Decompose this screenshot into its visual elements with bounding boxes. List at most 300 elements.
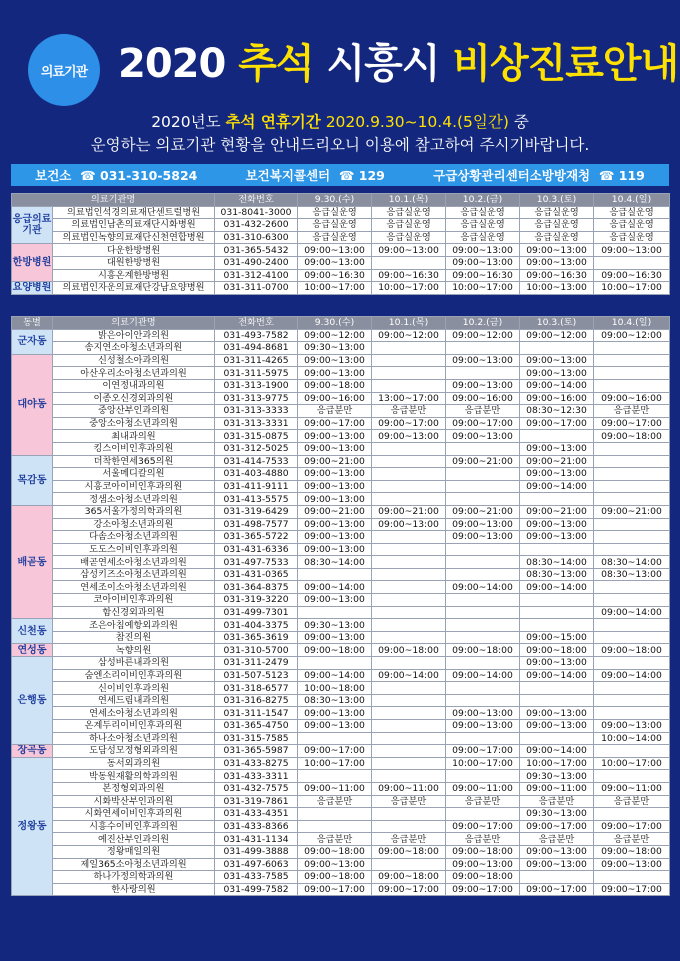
district-label: 장곡동 [12, 745, 53, 758]
table-row [12, 231, 670, 244]
clinic-table-card [11, 316, 669, 896]
hours-cell: 10:00~14:00 [594, 732, 670, 745]
hours-cell: 09:00~13:00 [372, 430, 446, 443]
table-row [12, 442, 670, 455]
phone-number: 031-433-3311 [215, 770, 298, 783]
institution-name: 아산우리소아청소년과의원 [53, 367, 215, 380]
hours-cell [446, 493, 520, 506]
hours-cell: 09:00~13:00 [298, 442, 372, 455]
hours-cell: 09:00~21:00 [446, 455, 520, 468]
table-row [12, 657, 670, 670]
institution-name: 다솜소아청소년과의원 [53, 531, 215, 544]
hours-cell: 09:00~12:00 [520, 329, 594, 342]
hours-cell: 09:00~17:00 [520, 820, 594, 833]
table-row [12, 244, 670, 257]
hours-cell: 09:00~14:00 [520, 669, 594, 682]
intro-line-1 [0, 111, 680, 133]
hours-cell [594, 682, 670, 695]
hours-cell: 09:00~17:00 [446, 417, 520, 430]
hours-cell: 09:00~13:00 [520, 720, 594, 733]
hours-cell: 09:00~16:00 [298, 392, 372, 405]
district-label: 대야동 [12, 354, 53, 455]
hours-cell [372, 379, 446, 392]
hours-cell [594, 367, 670, 380]
table-row [12, 518, 670, 531]
contact-phone: ☎ 129 [338, 168, 385, 183]
hours-cell [520, 682, 594, 695]
hours-cell: 09:00~11:00 [520, 782, 594, 795]
phone-number: 031-499-7582 [215, 883, 298, 896]
hours-cell: 09:00~18:00 [446, 845, 520, 858]
institution-name: 의료법인녹향의료재단신천연합병원 [53, 231, 215, 244]
hours-cell [594, 745, 670, 758]
hours-cell [594, 518, 670, 531]
institution-name: 서울메디칼의원 [53, 468, 215, 481]
hours-cell [298, 606, 372, 619]
hours-cell: 09:00~13:00 [298, 531, 372, 544]
intro-line-2: 운영하는 의료기관 현황을 안내드리오니 이용에 참고하여 주시기바랍니다. [90, 136, 590, 154]
phone-number: 031-432-7575 [215, 782, 298, 795]
column-header: 전화번호 [215, 194, 298, 207]
phone-number: 031-315-7585 [215, 732, 298, 745]
table-row [12, 505, 670, 518]
hours-cell: 응급분만 [446, 795, 520, 808]
table-row [12, 833, 670, 846]
hours-cell [520, 871, 594, 884]
hours-cell: 09:00~11:00 [298, 782, 372, 795]
table-row [12, 354, 670, 367]
phone-number: 031-431-0365 [215, 568, 298, 581]
district-label: 은행동 [12, 657, 53, 745]
hours-cell: 10:00~17:00 [520, 757, 594, 770]
table-row [12, 455, 670, 468]
hours-cell: 10:00~17:00 [446, 282, 520, 295]
institution-name: 연세드림내과의원 [53, 694, 215, 707]
hours-cell: 09:30~13:00 [298, 619, 372, 632]
title-city: 시흥시 [326, 41, 440, 87]
hours-cell: 09:00~13:00 [446, 720, 520, 733]
phone-number: 031-319-3220 [215, 594, 298, 607]
hours-cell [446, 568, 520, 581]
institution-name: 참진의원 [53, 631, 215, 644]
hours-cell [594, 770, 670, 783]
group-label: 한방병원 [12, 244, 53, 282]
institution-name: 이연정내과의원 [53, 379, 215, 392]
hours-cell: 09:00~13:00 [298, 594, 372, 607]
phone-number: 031-497-7533 [215, 556, 298, 569]
hours-cell: 09:00~14:00 [594, 606, 670, 619]
hours-cell: 09:00~13:00 [298, 707, 372, 720]
hours-cell: 09:00~16:30 [446, 269, 520, 282]
hours-cell [372, 354, 446, 367]
hours-cell: 10:00~18:00 [298, 682, 372, 695]
hours-cell [446, 367, 520, 380]
hours-cell: 응급실운영 [446, 219, 520, 232]
hours-cell: 09:00~13:00 [446, 858, 520, 871]
hours-cell [446, 631, 520, 644]
hours-cell: 09:00~21:00 [446, 505, 520, 518]
hours-cell [372, 342, 446, 355]
group-label: 응급의료기관 [12, 206, 53, 244]
hours-cell: 09:00~18:00 [372, 871, 446, 884]
column-header: 10.4.(일) [594, 194, 670, 207]
phone-number: 031-311-1547 [215, 707, 298, 720]
hours-cell [520, 606, 594, 619]
hours-cell: 09:00~18:00 [594, 644, 670, 657]
hours-cell: 응급실운영 [298, 231, 372, 244]
hours-cell [520, 543, 594, 556]
hours-cell: 09:00~14:00 [520, 581, 594, 594]
hours-cell [446, 657, 520, 670]
table-row [12, 720, 670, 733]
institution-name: 예진산부인과의원 [53, 833, 215, 846]
hours-cell: 09:00~13:00 [520, 468, 594, 481]
phone-number: 031-490-2400 [215, 256, 298, 269]
hours-cell: 09:00~12:00 [594, 329, 670, 342]
institution-name: 도도스이비인후과의원 [53, 543, 215, 556]
hours-cell: 09:00~21:00 [298, 455, 372, 468]
hours-cell: 09:00~14:00 [520, 379, 594, 392]
hours-cell: 응급실운영 [372, 206, 446, 219]
contact-bar [11, 164, 669, 186]
hours-cell [372, 480, 446, 493]
table-row [12, 644, 670, 657]
table-row [12, 581, 670, 594]
table-row [12, 367, 670, 380]
hours-cell: 09:00~18:00 [446, 871, 520, 884]
hours-cell [594, 455, 670, 468]
district-label: 목감동 [12, 455, 53, 505]
contact-label: 보건복지콜센터 [245, 168, 331, 183]
institution-name: 의료법인자운의료재단강남요양병원 [53, 282, 215, 295]
hours-cell: 09:00~11:00 [446, 782, 520, 795]
hours-cell [372, 493, 446, 506]
table-row [12, 732, 670, 745]
institution-name: 최내과의원 [53, 430, 215, 443]
hours-cell [594, 871, 670, 884]
hours-cell [298, 732, 372, 745]
hours-cell [372, 543, 446, 556]
institution-name: 도담성모정형외과의원 [53, 745, 215, 758]
phone-number: 031-312-5025 [215, 442, 298, 455]
hours-cell [446, 606, 520, 619]
table-row [12, 206, 670, 219]
hours-cell: 09:00~18:00 [594, 845, 670, 858]
column-header: 의료기관명 [12, 194, 215, 207]
hours-cell: 09:00~13:00 [298, 256, 372, 269]
phone-number: 031-497-6063 [215, 858, 298, 871]
hours-cell [594, 619, 670, 632]
hours-cell [520, 694, 594, 707]
hours-cell: 09:00~13:00 [520, 354, 594, 367]
hours-cell [446, 442, 520, 455]
hours-cell: 응급실운영 [446, 231, 520, 244]
table-row [12, 631, 670, 644]
hours-cell: 09:00~13:00 [372, 244, 446, 257]
institution-name: 시화연세이비인후과의원 [53, 808, 215, 821]
contact-phone: ☎ 031-310-5824 [80, 168, 198, 183]
hours-cell [372, 732, 446, 745]
hours-cell [594, 808, 670, 821]
phone-number: 031-431-6336 [215, 543, 298, 556]
phone-number: 031-311-5975 [215, 367, 298, 380]
hours-cell: 09:00~12:00 [298, 329, 372, 342]
hours-cell [594, 256, 670, 269]
hours-cell [372, 682, 446, 695]
institution-name: 정샘소아청소년과의원 [53, 493, 215, 506]
institution-name: 중앙산부인과의원 [53, 405, 215, 418]
hours-cell: 09:00~13:00 [520, 518, 594, 531]
intro-text-d: 중 [508, 113, 529, 131]
institution-name: 온계두리이비인후과의원 [53, 720, 215, 733]
hours-cell [372, 770, 446, 783]
hours-cell: 09:00~11:00 [594, 782, 670, 795]
hours-cell: 응급실운영 [372, 231, 446, 244]
hours-cell: 09:00~11:00 [372, 782, 446, 795]
hours-cell: 응급분만 [372, 405, 446, 418]
hours-cell: 09:00~14:00 [446, 669, 520, 682]
hours-cell [372, 631, 446, 644]
hours-cell: 10:00~13:00 [520, 282, 594, 295]
hours-cell: 09:00~21:00 [594, 505, 670, 518]
institution-name: 삼성키즈소아청소년과의원 [53, 568, 215, 581]
hours-cell: 09:00~13:00 [298, 430, 372, 443]
table-row [12, 707, 670, 720]
title-year: 2020 [118, 41, 226, 87]
hours-cell: 응급분만 [298, 405, 372, 418]
phone-number: 031-310-5700 [215, 644, 298, 657]
table-row [12, 556, 670, 569]
phone-number: 031-431-1134 [215, 833, 298, 846]
table-row [12, 694, 670, 707]
institution-name: 하나가정의학과의원 [53, 871, 215, 884]
hours-cell [594, 531, 670, 544]
phone-number: 031-432-2600 [215, 219, 298, 232]
hours-cell: 09:00~14:00 [520, 745, 594, 758]
hours-cell [594, 657, 670, 670]
hours-cell: 10:00~17:00 [298, 757, 372, 770]
hours-cell [520, 619, 594, 632]
phone-number: 031-8041-3000 [215, 206, 298, 219]
hours-cell: 09:00~18:00 [298, 644, 372, 657]
hours-cell: 응급분만 [594, 405, 670, 418]
phone-number: 031-499-3888 [215, 845, 298, 858]
hours-cell: 09:00~14:00 [298, 581, 372, 594]
hours-cell: 09:00~13:00 [298, 468, 372, 481]
hours-cell: 10:00~17:00 [594, 757, 670, 770]
contact-health-center [35, 166, 197, 184]
phone-number: 031-493-7582 [215, 329, 298, 342]
hours-cell: 응급실운영 [594, 231, 670, 244]
phone-number: 031-313-9775 [215, 392, 298, 405]
table-row [12, 468, 670, 481]
hours-cell: 09:00~17:00 [520, 417, 594, 430]
hours-cell: 09:00~14:00 [372, 669, 446, 682]
hours-cell: 09:00~17:00 [594, 417, 670, 430]
hours-cell: 09:00~13:00 [298, 480, 372, 493]
institution-name: 녹향의원 [53, 644, 215, 657]
table-row [12, 871, 670, 884]
hours-cell: 09:00~21:00 [520, 505, 594, 518]
hours-cell: 10:00~17:00 [446, 757, 520, 770]
hours-cell [372, 455, 446, 468]
phone-number: 031-311-0700 [215, 282, 298, 295]
institution-name: 시흥코아이비인후과의원 [53, 480, 215, 493]
phone-number: 031-499-7301 [215, 606, 298, 619]
phone-number: 031-365-5987 [215, 745, 298, 758]
hours-cell: 09:00~13:00 [446, 354, 520, 367]
table-row [12, 845, 670, 858]
hours-cell: 응급분만 [446, 405, 520, 418]
hours-cell: 응급실운영 [520, 219, 594, 232]
hours-cell: 09:00~14:00 [298, 669, 372, 682]
hours-cell [372, 442, 446, 455]
hours-cell [372, 757, 446, 770]
hours-cell [446, 694, 520, 707]
hours-cell: 09:00~13:00 [298, 543, 372, 556]
hours-cell [594, 694, 670, 707]
intro-dates: 2020.9.30~10.4.(5일간) [320, 113, 509, 131]
hours-cell: 응급분만 [372, 833, 446, 846]
hours-cell: 응급분만 [446, 833, 520, 846]
table-row [12, 269, 670, 282]
hours-cell: 08:30~13:00 [520, 568, 594, 581]
hours-cell: 09:00~18:00 [594, 430, 670, 443]
hours-cell: 09:00~17:00 [298, 745, 372, 758]
institution-name: 정왕매일의원 [53, 845, 215, 858]
hours-cell: 09:00~13:00 [446, 518, 520, 531]
hours-cell: 09:00~21:00 [372, 505, 446, 518]
hours-cell [372, 694, 446, 707]
institution-name: 동서외과의원 [53, 757, 215, 770]
phone-number: 031-494-8681 [215, 342, 298, 355]
phone-number: 031-507-5123 [215, 669, 298, 682]
hours-cell [372, 531, 446, 544]
phone-number: 031-311-2479 [215, 657, 298, 670]
hours-cell: 09:00~13:00 [298, 858, 372, 871]
column-header: 10.3.(토) [520, 317, 594, 330]
hours-cell: 09:00~17:00 [446, 820, 520, 833]
phone-number: 031-311-4265 [215, 354, 298, 367]
table-row [12, 531, 670, 544]
hours-cell: 09:00~13:00 [520, 858, 594, 871]
hours-cell: 09:00~16:00 [446, 392, 520, 405]
hours-cell: 응급실운영 [446, 206, 520, 219]
hours-cell: 09:00~13:00 [372, 518, 446, 531]
hours-cell: 09:00~13:00 [446, 244, 520, 257]
table-row [12, 568, 670, 581]
hours-cell: 08:30~12:30 [520, 405, 594, 418]
phone-number: 031-315-0875 [215, 430, 298, 443]
institution-name: 하나소아청소년과의원 [53, 732, 215, 745]
hours-cell: 09:00~17:00 [372, 417, 446, 430]
column-header: 10.2.(금) [446, 317, 520, 330]
column-header: 10.4.(일) [594, 317, 670, 330]
hours-cell [594, 480, 670, 493]
column-header: 10.2.(금) [446, 194, 520, 207]
hours-cell [446, 619, 520, 632]
hours-cell: 09:00~21:00 [520, 455, 594, 468]
table-row [12, 405, 670, 418]
phone-number: 031-365-3619 [215, 631, 298, 644]
phone-number: 031-319-6429 [215, 505, 298, 518]
hours-cell [372, 556, 446, 569]
hospital-table-card [11, 193, 669, 295]
hours-cell [372, 720, 446, 733]
institution-name: 숨엔소리이비인후과의원 [53, 669, 215, 682]
hours-cell: 09:00~21:00 [298, 505, 372, 518]
institution-name: 배곧연세소아청소년과의원 [53, 556, 215, 569]
phone-number: 031-313-1900 [215, 379, 298, 392]
hours-cell [594, 707, 670, 720]
hours-cell: 09:00~13:00 [446, 379, 520, 392]
table-row [12, 858, 670, 871]
hours-cell [372, 256, 446, 269]
hours-cell: 09:00~13:00 [298, 493, 372, 506]
hours-cell: 09:00~18:00 [520, 644, 594, 657]
hours-cell: 응급분만 [298, 795, 372, 808]
hours-cell: 09:00~13:00 [520, 256, 594, 269]
institution-name: 시흥온계한방병원 [53, 269, 215, 282]
hours-cell [594, 493, 670, 506]
district-label: 연성동 [12, 644, 53, 657]
phone-number: 031-313-3333 [215, 405, 298, 418]
clinic-table [11, 316, 670, 896]
hours-cell: 응급실운영 [520, 206, 594, 219]
hours-cell: 10:00~17:00 [594, 282, 670, 295]
hours-cell: 08:30~14:00 [520, 556, 594, 569]
hours-cell: 08:30~13:00 [594, 568, 670, 581]
hours-cell [594, 354, 670, 367]
table-row [12, 430, 670, 443]
hours-cell: 09:00~13:00 [446, 707, 520, 720]
hours-cell: 09:00~13:00 [520, 244, 594, 257]
hours-cell: 09:00~13:00 [298, 518, 372, 531]
hours-cell [446, 556, 520, 569]
hours-cell: 09:00~18:00 [298, 871, 372, 884]
hours-cell [446, 480, 520, 493]
hours-cell: 응급실운영 [298, 206, 372, 219]
table-row [12, 820, 670, 833]
hours-cell: 09:00~13:00 [298, 720, 372, 733]
table-row [12, 256, 670, 269]
hours-cell: 09:00~13:00 [520, 442, 594, 455]
phone-number: 031-312-4100 [215, 269, 298, 282]
hours-cell: 09:00~16:00 [520, 392, 594, 405]
hours-cell: 09:00~14:00 [520, 480, 594, 493]
contact-welfare-center [246, 166, 385, 184]
hours-cell: 09:00~17:00 [594, 820, 670, 833]
hours-cell [298, 820, 372, 833]
hours-cell: 08:30~13:00 [298, 694, 372, 707]
institution-name: 제일365소아청소년과의원 [53, 858, 215, 871]
table-row [12, 594, 670, 607]
hours-cell [298, 568, 372, 581]
institution-name: 다운한방병원 [53, 244, 215, 257]
table-row [12, 757, 670, 770]
institution-name: 연세소아청소년과의원 [53, 707, 215, 720]
contact-label: 구급상황관리센터소방방재청 [433, 168, 591, 183]
phone-number: 031-365-5722 [215, 531, 298, 544]
hours-cell: 09:00~15:00 [520, 631, 594, 644]
hospital-table [11, 193, 670, 295]
phone-number: 031-319-7861 [215, 795, 298, 808]
institution-name: 365서울가정의학과의원 [53, 505, 215, 518]
title-holiday: 추석 [238, 41, 314, 87]
hours-cell: 09:00~16:30 [298, 269, 372, 282]
hours-cell [594, 581, 670, 594]
table-row [12, 417, 670, 430]
